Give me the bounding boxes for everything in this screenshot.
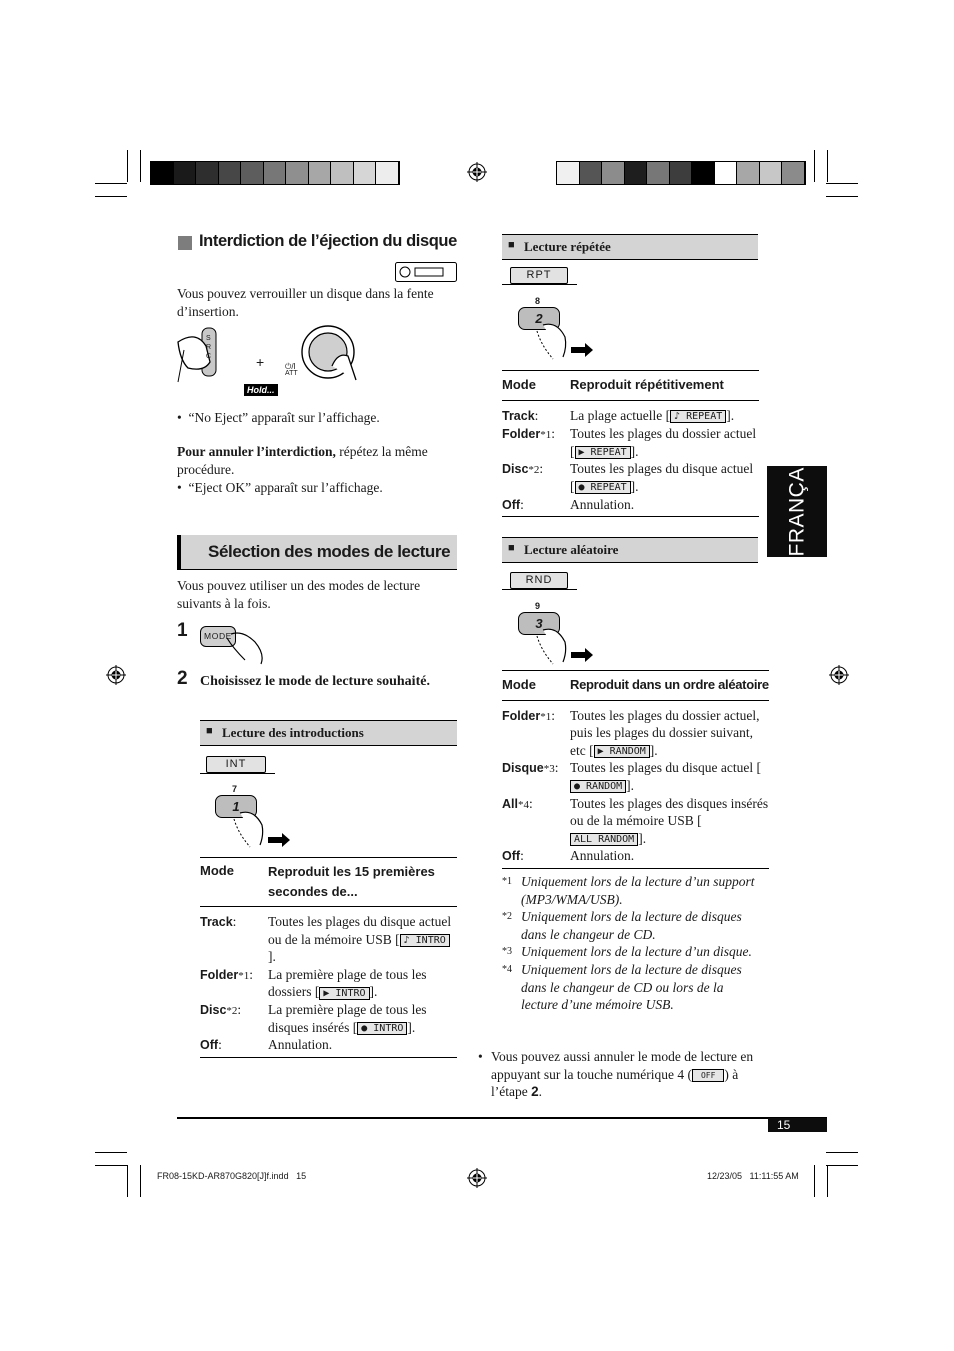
language-label: FRANÇAIS bbox=[785, 446, 809, 557]
color-swatch bbox=[557, 162, 580, 184]
footnote: *4 Uniquement lors de la lecture de disques dans le changeur de CD ou lors de la lecture d’une mémoire USB. bbox=[502, 961, 742, 1013]
display-indicator: ♪ REPEAT bbox=[670, 410, 726, 423]
table-row: Disque*3: Toutes les plages du disque actuel [● RANDOM ]. bbox=[502, 760, 762, 793]
off-lcd: OFF bbox=[692, 1069, 724, 1082]
preset-button-1[interactable]: 1 bbox=[215, 795, 257, 818]
mode-description: Toutes les plages du dossier actuel [ bbox=[570, 426, 757, 459]
display-indicator: ALL RANDOM bbox=[570, 833, 638, 846]
intro-mode-table: Mode Reproduit les 15 premières secondes de... Track: Toutes les plages du disque actuel ou de la mémoire USB [ ♪ INTRO]. Folder*1: La première plage de tous les dossiers [ ▶ INTRO ]. Disc*2: La première plage de tous les disques insérés [ ● INTRO ]. Off: Annulation. bbox=[200, 857, 457, 1058]
mode-description: Toutes les plages du disque actuel [ bbox=[570, 760, 762, 776]
att-knob-icon bbox=[296, 322, 362, 384]
crop-mark bbox=[814, 150, 815, 182]
footnote-ref: *2 bbox=[528, 464, 540, 477]
color-swatch bbox=[309, 162, 332, 184]
random-mode-header: ■ Lecture aléatoire bbox=[502, 537, 758, 563]
step1-number: 1 bbox=[177, 620, 188, 641]
intro-mode-title: Lecture des introductions bbox=[222, 725, 364, 740]
crop-mark bbox=[826, 1152, 858, 1153]
table-row: Disc*2: La première plage de tous les disques insérés [ ● INTRO ]. bbox=[200, 1001, 427, 1035]
color-swatch bbox=[354, 162, 377, 184]
display-indicator: ▶ REPEAT bbox=[575, 446, 631, 459]
repeat-mode-header: ■ Lecture répétée bbox=[502, 234, 758, 260]
footnote-ref: *1 bbox=[238, 969, 250, 982]
color-bar-left bbox=[150, 161, 400, 185]
table-row: Folder*1: Toutes les plages du dossier actuel [ ▶ REPEAT ]. bbox=[502, 426, 757, 459]
mode-name: Folder bbox=[502, 708, 541, 723]
table-row: Disc*2: Toutes les plages du disque actuel [ ● REPEAT ]. bbox=[502, 461, 754, 494]
section2-intro: Vous pouvez utiliser un des modes de lecture suivants à la fois. bbox=[177, 578, 421, 611]
hand-press-src-icon bbox=[176, 322, 226, 384]
mode-description: Annulation. bbox=[570, 848, 635, 864]
repeat-lcd: RPT bbox=[502, 267, 577, 285]
color-swatch bbox=[241, 162, 264, 184]
mode-name: Off bbox=[502, 849, 521, 864]
color-swatch bbox=[174, 162, 197, 184]
registration-mark-icon bbox=[467, 1168, 487, 1188]
mode-description: Toutes les plages du disque actuel ou de la mémoire USB [ bbox=[268, 914, 452, 947]
preset-button-number: 7 bbox=[232, 784, 238, 794]
random-mode-table: Mode Reproduit dans un ordre aléatoire Folder*1: Toutes les plages du dossier actuel, puis les plages du dossier suivant, etc [ ▶ RANDOM ]. Disque*3: Toutes les plages du disque actuel [● RANDOM ]. All*4: Toutes les plages des disques insérés ou de la mémoire USB [ALL RANDOM ]. Off: Annulation. bbox=[502, 670, 769, 869]
mode-description: Toutes les plages du dossier actuel, puis les plages du dossier suivant, etc [ bbox=[570, 707, 760, 758]
mode-description: Toutes les plages des disques insérés ou de la mémoire USB [ bbox=[570, 795, 769, 829]
footnote-ref: *3 bbox=[543, 763, 555, 776]
color-swatch bbox=[715, 162, 738, 184]
footnote: *1 Uniquement lors de la lecture d’un support (MP3/WMA/USB). bbox=[502, 874, 755, 907]
display-indicator: ● INTRO bbox=[357, 1022, 407, 1035]
power-icon: ⏻/I bbox=[285, 362, 296, 371]
plus-sign: + bbox=[256, 354, 265, 370]
registration-mark-icon bbox=[829, 665, 849, 685]
crop-mark bbox=[95, 1152, 127, 1153]
display-indicator: ▶ RANDOM bbox=[594, 745, 650, 758]
crop-mark bbox=[814, 1165, 815, 1197]
mode-name: All bbox=[502, 796, 518, 811]
crop-mark bbox=[827, 150, 828, 182]
crop-mark bbox=[95, 183, 127, 184]
mode-name: Disque bbox=[502, 761, 544, 776]
mode-name: Track bbox=[200, 915, 233, 929]
color-swatch bbox=[692, 162, 715, 184]
section2-title: Sélection des modes de lecture bbox=[208, 542, 451, 561]
mode-name: Disc bbox=[502, 462, 529, 477]
random-lcd: RND bbox=[502, 572, 577, 590]
language-side-tab bbox=[767, 446, 827, 557]
mode-name: Disc bbox=[200, 1002, 227, 1017]
color-swatch bbox=[151, 162, 174, 184]
intro-text: Vous pouvez verrouiller un disque dans la fente d’insertion. bbox=[177, 286, 434, 319]
random-mode-title: Lecture aléatoire bbox=[524, 542, 619, 557]
crop-mark bbox=[826, 1165, 858, 1166]
footnote-ref: *2 bbox=[226, 1004, 238, 1017]
mode-name: Off bbox=[502, 497, 521, 512]
color-swatch bbox=[286, 162, 309, 184]
footnote-ref: *1 bbox=[540, 710, 552, 723]
bullet-eject-ok: • “Eject OK” apparaît sur l’affichage. bbox=[177, 480, 383, 495]
color-swatch bbox=[331, 162, 354, 184]
display-indicator: ♪ INTRO bbox=[400, 934, 450, 947]
preset-button-3[interactable]: 3 bbox=[518, 612, 560, 635]
color-swatch bbox=[376, 162, 399, 184]
table-row: Off: Annulation. bbox=[502, 847, 769, 868]
mode-description: Annulation. bbox=[268, 1037, 333, 1053]
intro-lcd: INT bbox=[200, 756, 275, 774]
crop-mark bbox=[827, 1165, 828, 1197]
footnote-ref: *1 bbox=[540, 429, 552, 442]
color-swatch bbox=[602, 162, 625, 184]
table-row: Off: Annulation. bbox=[200, 1036, 457, 1057]
display-indicator: ▶ INTRO bbox=[319, 987, 369, 1000]
step2-text: Choisissez le mode de lecture souhaité. bbox=[200, 674, 430, 689]
color-swatch bbox=[737, 162, 760, 184]
color-swatch bbox=[264, 162, 287, 184]
mode-description: La première plage de tous les disques insérés [ bbox=[268, 1001, 427, 1035]
page-number-box bbox=[768, 1118, 827, 1132]
mode-description: La première plage de tous les dossiers [ bbox=[268, 966, 427, 1000]
crop-mark bbox=[95, 196, 127, 197]
mode-name: Track bbox=[502, 408, 535, 423]
display-indicator: ● REPEAT bbox=[575, 481, 631, 494]
step2-number: 2 bbox=[177, 668, 188, 689]
table-row: Folder*1: Toutes les plages du dossier actuel, puis les plages du dossier suivant, etc [ ▶ RANDOM ]. bbox=[502, 707, 760, 758]
finger-press-icon bbox=[531, 317, 595, 363]
footnote-ref: *4 bbox=[517, 798, 529, 811]
color-swatch bbox=[219, 162, 242, 184]
color-swatch bbox=[625, 162, 648, 184]
display-indicator: ● RANDOM bbox=[570, 780, 626, 793]
finger-press-icon bbox=[228, 805, 292, 851]
preset-button-number: 8 bbox=[535, 296, 541, 306]
cancel-paragraph: Pour annuler l’interdiction, répétez la même procédure. bbox=[177, 444, 428, 477]
crop-mark bbox=[826, 196, 858, 197]
color-bar-right bbox=[556, 161, 806, 185]
mode-description: Annulation. bbox=[570, 496, 635, 512]
src-label: S R C bbox=[206, 335, 212, 360]
att-label: ATT bbox=[285, 370, 298, 377]
intro-mode-header: ■ Lecture des introductions bbox=[200, 720, 457, 746]
color-swatch bbox=[647, 162, 670, 184]
section2-header bbox=[177, 535, 457, 570]
color-swatch bbox=[670, 162, 693, 184]
color-swatch bbox=[580, 162, 603, 184]
mode-description: La plage actuelle [ bbox=[570, 407, 671, 423]
mode-description: Toutes les plages du disque actuel [ bbox=[570, 461, 754, 494]
mode-button[interactable]: MODE bbox=[200, 626, 236, 647]
crop-mark bbox=[140, 150, 141, 182]
mode-name: Off bbox=[200, 1038, 219, 1053]
eject-button-icon bbox=[395, 262, 457, 282]
color-swatch bbox=[196, 162, 219, 184]
table-row: All*4: Toutes les plages des disques insérés ou de la mémoire USB [ALL RANDOM ]. bbox=[502, 795, 769, 846]
page-number: 15 bbox=[777, 1118, 791, 1132]
footer-file: FR08-15KD-AR870G820[J]f.indd 15 bbox=[157, 1171, 307, 1181]
repeat-mode-table: Mode Reproduit répétitivement Track: La plage actuelle [ ♪ REPEAT ]. Folder*1: Toutes les plages du dossier actuel [ ▶ REPEAT ]. Disc*2: Toutes les plages du disque actuel [ ● REPEAT ]. Off: Annulation. bbox=[502, 370, 759, 517]
preset-button-2[interactable]: 2 bbox=[518, 307, 560, 330]
section-title: Interdiction de l’éjection du disque bbox=[199, 232, 457, 250]
hold-label: Hold... bbox=[244, 384, 278, 396]
crop-mark bbox=[140, 1165, 141, 1197]
repeat-mode-title: Lecture répétée bbox=[524, 239, 611, 254]
color-swatch bbox=[782, 162, 805, 184]
color-swatch bbox=[760, 162, 783, 184]
page-bottom-rule bbox=[177, 1117, 827, 1119]
table-row: Track: La plage actuelle [ ♪ REPEAT ]. bbox=[502, 407, 735, 423]
table-row: Folder*1: La première plage de tous les dossiers [ ▶ INTRO ]. bbox=[200, 966, 427, 1000]
bullet-no-eject: • “No Eject” apparaît sur l’affichage. bbox=[177, 410, 380, 425]
finger-press-icon bbox=[225, 624, 267, 666]
preset-button-number: 9 bbox=[535, 601, 541, 611]
crop-mark bbox=[826, 183, 858, 184]
footnote: *2 Uniquement lors de la lecture de disques dans le changeur de CD. bbox=[502, 909, 742, 942]
registration-mark-icon bbox=[106, 665, 126, 685]
footnote: *3 Uniquement lors de la lecture d’un disque. bbox=[502, 944, 752, 960]
table-row: Off: Annulation. bbox=[502, 496, 759, 517]
section-title-bullet-icon bbox=[178, 236, 192, 250]
mode-name: Folder bbox=[200, 967, 239, 982]
footnotes bbox=[502, 873, 759, 1014]
mode-name: Folder bbox=[502, 427, 541, 442]
final-note: • Vous pouvez aussi annuler le mode de lecture en appuyant sur la touche numérique 4 ( OFF ) à l’étape 2. bbox=[478, 1049, 754, 1100]
table-row: Track: Toutes les plages du disque actuel ou de la mémoire USB [ ♪ INTRO]. bbox=[200, 914, 452, 965]
crop-mark bbox=[127, 150, 128, 182]
registration-mark-icon bbox=[467, 162, 487, 182]
crop-mark bbox=[95, 1165, 127, 1166]
footer-date: 12/23/05 11:11:55 AM bbox=[707, 1171, 799, 1181]
crop-mark bbox=[127, 1165, 128, 1197]
finger-press-icon bbox=[531, 622, 595, 668]
